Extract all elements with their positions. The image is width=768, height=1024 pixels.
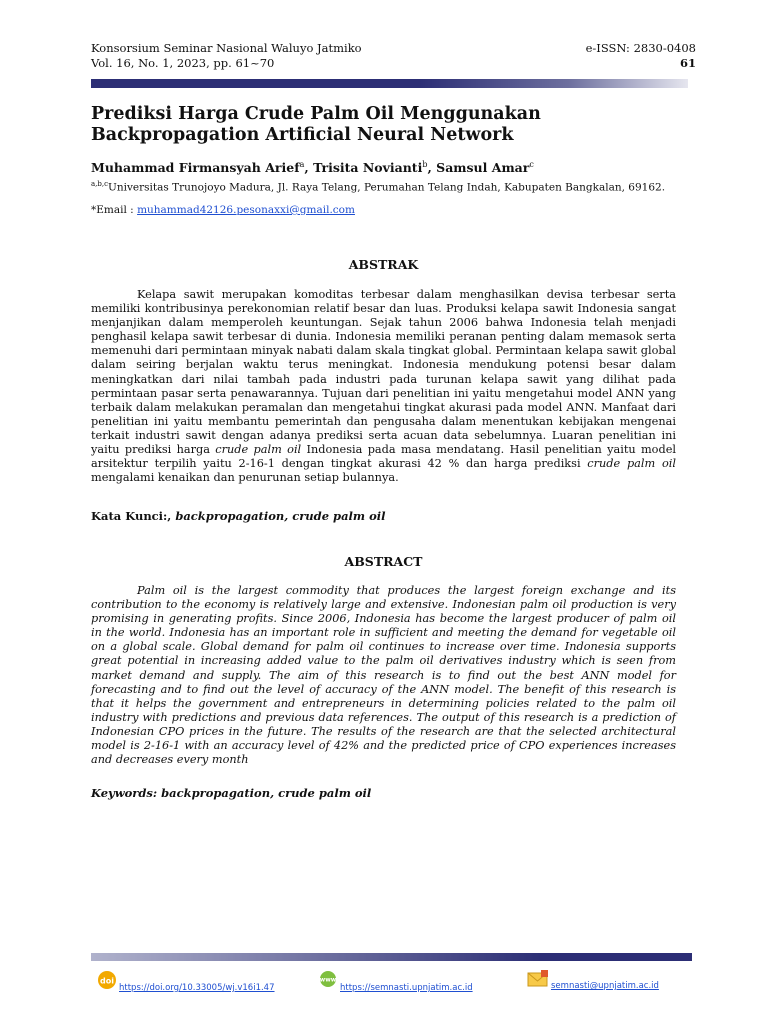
journal-name: Konsorsium Seminar Nasional Waluyo Jatmiko (91, 41, 362, 55)
author-mark: c (529, 160, 534, 169)
affiliation-text: Universitas Trunojoyo Madura, Jl. Raya Telang, Perumahan Telang Indah, Kabupaten Bangkalan, 69162. (108, 181, 666, 194)
email-line (91, 204, 355, 218)
svg-text:doi: doi (100, 976, 114, 986)
affiliation-mark: a,b,c (91, 180, 109, 188)
footer-divider-bar (91, 953, 692, 961)
www-icon (318, 970, 338, 993)
kata-kunci (91, 509, 385, 523)
title-line-2: Backpropagation Artificial Neural Network (91, 125, 514, 145)
mail-icon (527, 970, 549, 991)
page-header (91, 41, 696, 71)
kata-kunci-terms: backpropagation, crude palm oil (175, 509, 386, 523)
author-name: Trisita Novianti (313, 160, 423, 176)
email-label: *Email : (91, 204, 138, 216)
footer-mail (527, 970, 659, 991)
abstrak-italic-term: crude palm oil (587, 457, 677, 471)
page-number: 61 (679, 56, 696, 70)
abstrak-text-part: Kelapa sawit merupakan komoditas terbesar dalam menghasilkan devisa terbesar serta memiliki kontribusinya perekonomian relatif besar dan luas. Produksi kelapa sawit Indonesia sangat menjanjikan dalam memperoleh keuntungan. Sejak tahun 2006 bahwa Indonesia telah menjadi penghasil kelapa sawit terbesar di dunia. Indonesia memiliki peranan penting dalam memasok serta memenuhi dari permintaan minyak nabati dalam skala tingkat global. Permintaan kelapa sawit global dalam seiring berjalan waktu terus meningkat. Indonesia mendukung potensi besar dalam meningkatkan dari nilai tambah pada industri pada turunan kelapa sawit yang dilihat pada permintaan pasar serta penawarannya. Tujuan dari penelitian ini yaitu mengetahui model ANN yang terbaik dalam melakukan peramalan dan mengetahui tingkat akurasi pada model ANN. Manfaat dari penelitian ini yaitu membantu pemerintah dan pengusaha dalam menentukan kebijakan mengenai terkait industri sawit dengan adanya prediksi serta acuan data sebelumnya. Luaran penelitian ini yaitu prediksi harga (91, 288, 676, 457)
abstrak-text-part: mengalami kenaikan dan penurunan setiap bulannya. (91, 471, 399, 485)
header-divider-bar (91, 79, 688, 88)
title-line-1: Prediksi Harga Crude Palm Oil Menggunakan (91, 104, 541, 124)
abstrak-italic-term: crude palm oil (215, 443, 302, 457)
abstract-text: Palm oil is the largest commodity that produces the largest foreign exchange and its contribution to the economy is relatively large and extensive. Indonesian palm oil production is very promising in generating profits. Since 2006, Indonesia has become the largest producer of palm oil in the world. Indonesia has an important role in sufficient and meeting the demand for vegetable oil on a global scale. Global demand for palm oil continues to increase over time. Indonesia supports great potential in increasing added value to the palm oil derivatives industry which is seen from market demand and supply. The aim of this research is to find out the best ANN model for forecasting and to find out the level of accuracy of the ANN model. The benefit of this research is that it helps the government and entrepreneurs in determining policies related to the palm oil industry with predictions and previous data references. The output of this research is a prediction of Indonesian CPO prices in the future. The results of the research are that the selected architectural model is 2-16-1 with an accuracy level of 42% and the predicted price of CPO experiences increases and decreases every month (91, 584, 676, 767)
website-link[interactable]: https://semnasti.upnjatim.ac.id (340, 983, 473, 993)
doi-link[interactable]: https://doi.org/10.33005/wj.v16i1.47 (119, 983, 275, 993)
author-name: Samsul Amar (436, 160, 530, 176)
abstrak-text (91, 288, 676, 485)
abstrak-text-part: Indonesia pada masa mendatang. Hasil penelitian yaitu model arsitektur terpilih yaitu 2-16-1 dengan tingkat akurasi 42 % dan harga prediksi (91, 443, 677, 471)
footer-website (318, 970, 473, 993)
footer-doi (97, 970, 275, 993)
paper-title (91, 104, 691, 146)
author-mark: b (422, 160, 428, 169)
doi-icon (97, 970, 117, 993)
author-name: Muhammad Firmansyah Arief (91, 160, 300, 176)
keywords: Keywords: backpropagation, crude palm oil (91, 786, 372, 800)
svg-text:www: www (319, 976, 337, 984)
volume-info: Vol. 16, No. 1, 2023, pp. 61~70 (91, 56, 275, 70)
issn: e-ISSN: 2830-0408 (585, 41, 696, 55)
page-footer (97, 968, 697, 994)
mail-link[interactable]: semnasti@upnjatim.ac.id (551, 981, 659, 991)
author-mark: a (299, 160, 305, 169)
email-link[interactable]: muhammad42126.pesonaxxi@gmail.com (137, 204, 355, 216)
author-list: Muhammad Firmansyah Arief$^a$, Trisita Novianti$^b$, Samsul Amar$^c$ (91, 160, 534, 176)
kata-kunci-label: Kata Kunci:, (91, 509, 176, 523)
abstrak-heading: ABSTRAK (348, 257, 419, 272)
affiliation (91, 178, 691, 195)
abstract-heading: ABSTRACT (344, 554, 423, 569)
